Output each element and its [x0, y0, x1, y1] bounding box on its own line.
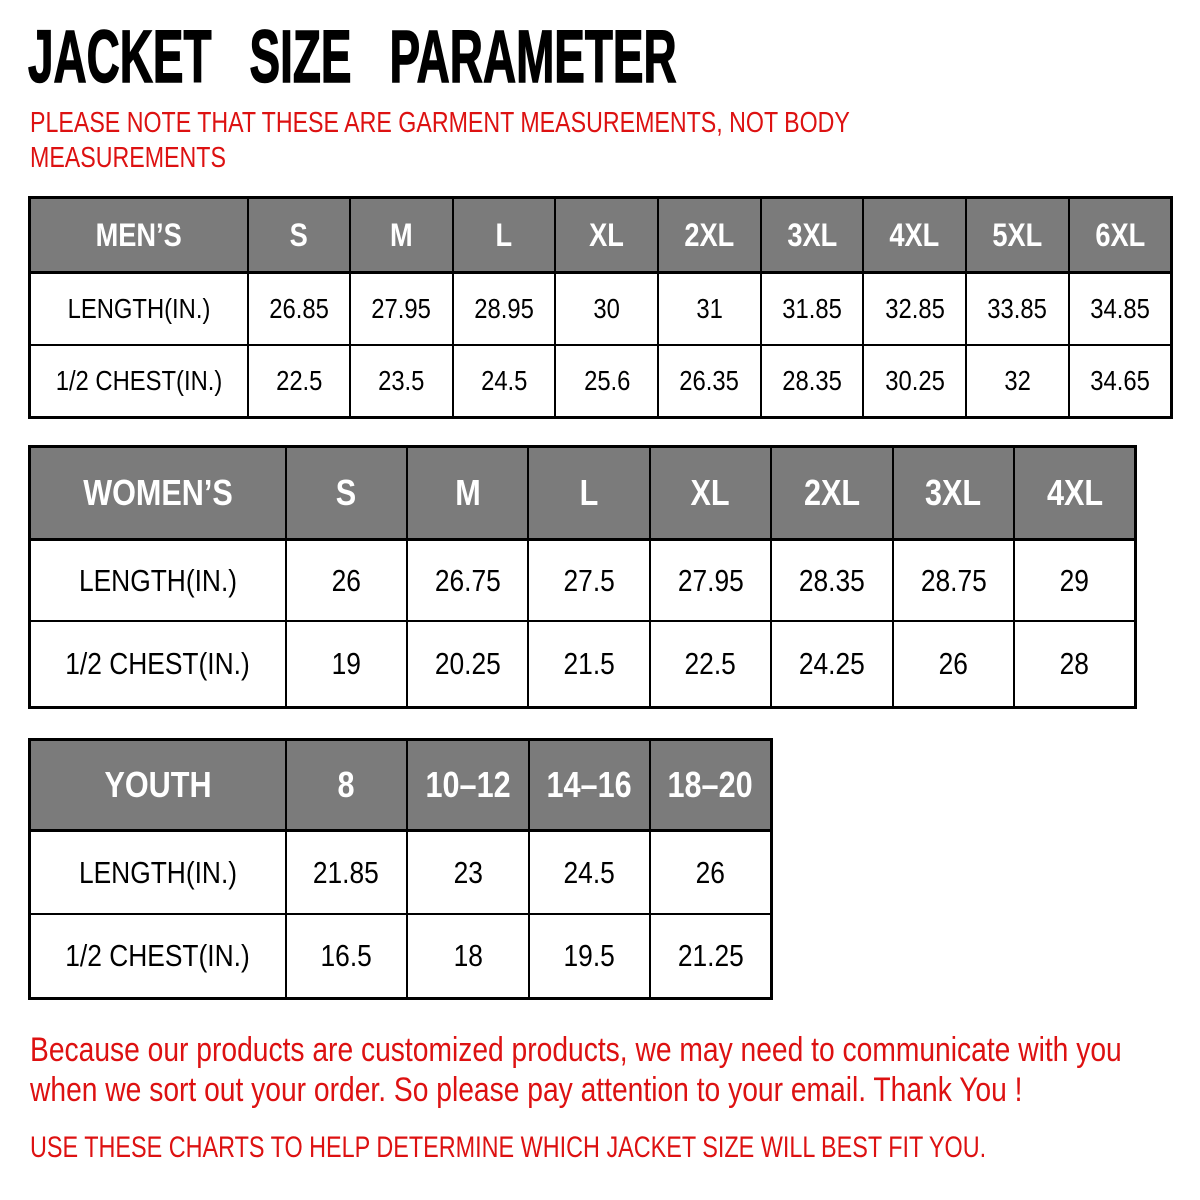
value-cell: 26 [650, 831, 772, 915]
value-cell: 16.5 [286, 914, 408, 999]
row-label-cell: LENGTH(IN.) [30, 831, 286, 915]
value-cell: 34.85 [1069, 273, 1172, 346]
youth-size-table [28, 738, 773, 1000]
value-cell: 28.95 [453, 273, 556, 346]
value-cell: 31.85 [761, 273, 864, 346]
value-cell: 28 [1014, 621, 1135, 708]
measurement-row [30, 831, 772, 915]
row-label-cell: 1/2 CHEST(IN.) [30, 345, 248, 418]
value-cell: 21.5 [528, 621, 649, 708]
value-cell: 26.75 [407, 540, 528, 622]
measurement-row [30, 621, 1136, 708]
size-header-cell: XL [555, 198, 658, 273]
value-cell: 24.25 [771, 621, 892, 708]
size-header-cell: 6XL [1069, 198, 1172, 273]
youth-table [28, 738, 773, 1000]
row-label-cell: LENGTH(IN.) [30, 540, 286, 622]
value-cell: 28.35 [761, 345, 864, 418]
size-header-cell: XL [650, 447, 771, 540]
value-cell: 27.5 [528, 540, 649, 622]
row-label-cell: 1/2 CHEST(IN.) [30, 914, 286, 999]
page-title-text: JACKET SIZE PARAMETER [28, 15, 677, 98]
size-header-cell: L [453, 198, 556, 273]
measurement-row [30, 273, 1172, 346]
size-header-cell: 2XL [658, 198, 761, 273]
value-cell: 26.35 [658, 345, 761, 418]
size-header-cell: 10–12 [407, 740, 529, 831]
womens-size-table [28, 445, 1137, 709]
value-cell: 23.5 [350, 345, 453, 418]
youth-table-title-cell: YOUTH [30, 740, 286, 831]
size-header-cell: 8 [286, 740, 408, 831]
value-cell: 26 [893, 621, 1014, 708]
value-cell: 27.95 [350, 273, 453, 346]
value-cell: 32 [966, 345, 1069, 418]
value-cell: 27.95 [650, 540, 771, 622]
mens-table-title-cell: MEN’S [30, 198, 248, 273]
usage-instruction [30, 1130, 1200, 1166]
value-cell: 24.5 [529, 831, 651, 915]
row-label-cell: 1/2 CHEST(IN.) [30, 621, 286, 708]
size-header-cell: 5XL [966, 198, 1069, 273]
size-header-cell: M [407, 447, 528, 540]
size-header-cell: S [248, 198, 351, 273]
customization-notice-line-2: when we sort out your order. So please pay attention to your email. Thank You ! [30, 1071, 1023, 1109]
value-cell: 29 [1014, 540, 1135, 622]
value-cell: 28.35 [771, 540, 892, 622]
value-cell: 19.5 [529, 914, 651, 999]
value-cell: 31 [658, 273, 761, 346]
womens-header-row [30, 447, 1136, 540]
size-header-cell: 14–16 [529, 740, 651, 831]
value-cell: 25.6 [555, 345, 658, 418]
value-cell: 21.85 [286, 831, 408, 915]
mens-table [28, 196, 1173, 419]
size-header-cell: 4XL [1014, 447, 1135, 540]
value-cell: 30.25 [863, 345, 966, 418]
value-cell: 22.5 [650, 621, 771, 708]
mens-header-row [30, 198, 1172, 273]
value-cell: 26 [286, 540, 407, 622]
womens-table [28, 445, 1137, 709]
value-cell: 22.5 [248, 345, 351, 418]
value-cell: 20.25 [407, 621, 528, 708]
value-cell: 32.85 [863, 273, 966, 346]
value-cell: 23 [407, 831, 529, 915]
value-cell: 24.5 [453, 345, 556, 418]
mens-size-table [28, 196, 1173, 419]
value-cell: 19 [286, 621, 407, 708]
measurement-row [30, 345, 1172, 418]
size-header-cell: 2XL [771, 447, 892, 540]
measurement-row [30, 540, 1136, 622]
size-header-cell: 3XL [893, 447, 1014, 540]
customization-notice-line-1: Because our products are customized products, we may need to communicate with you [30, 1031, 1122, 1069]
size-header-cell: 3XL [761, 198, 864, 273]
row-label-cell: LENGTH(IN.) [30, 273, 248, 346]
customization-notice [30, 1030, 1200, 1110]
size-header-cell: L [528, 447, 649, 540]
note-line-2: MEASUREMENTS [30, 142, 226, 174]
note-line-1: PLEASE NOTE THAT THESE ARE GARMENT MEASUREMENTS, NOT BODY [30, 107, 850, 139]
value-cell: 21.25 [650, 914, 772, 999]
size-header-cell: M [350, 198, 453, 273]
womens-table-title-cell: WOMEN’S [30, 447, 286, 540]
size-header-cell: 4XL [863, 198, 966, 273]
value-cell: 28.75 [893, 540, 1014, 622]
value-cell: 33.85 [966, 273, 1069, 346]
value-cell: 26.85 [248, 273, 351, 346]
value-cell: 34.65 [1069, 345, 1172, 418]
measurement-row [30, 914, 772, 999]
usage-instruction-text: USE THESE CHARTS TO HELP DETERMINE WHICH JACKET SIZE WILL BEST FIT YOU. [30, 1131, 987, 1164]
garment-measurement-note [30, 106, 1055, 176]
value-cell: 18 [407, 914, 529, 999]
page-title [28, 15, 1074, 98]
value-cell: 30 [555, 273, 658, 346]
youth-header-row [30, 740, 772, 831]
size-header-cell: 18–20 [650, 740, 772, 831]
size-header-cell: S [286, 447, 407, 540]
